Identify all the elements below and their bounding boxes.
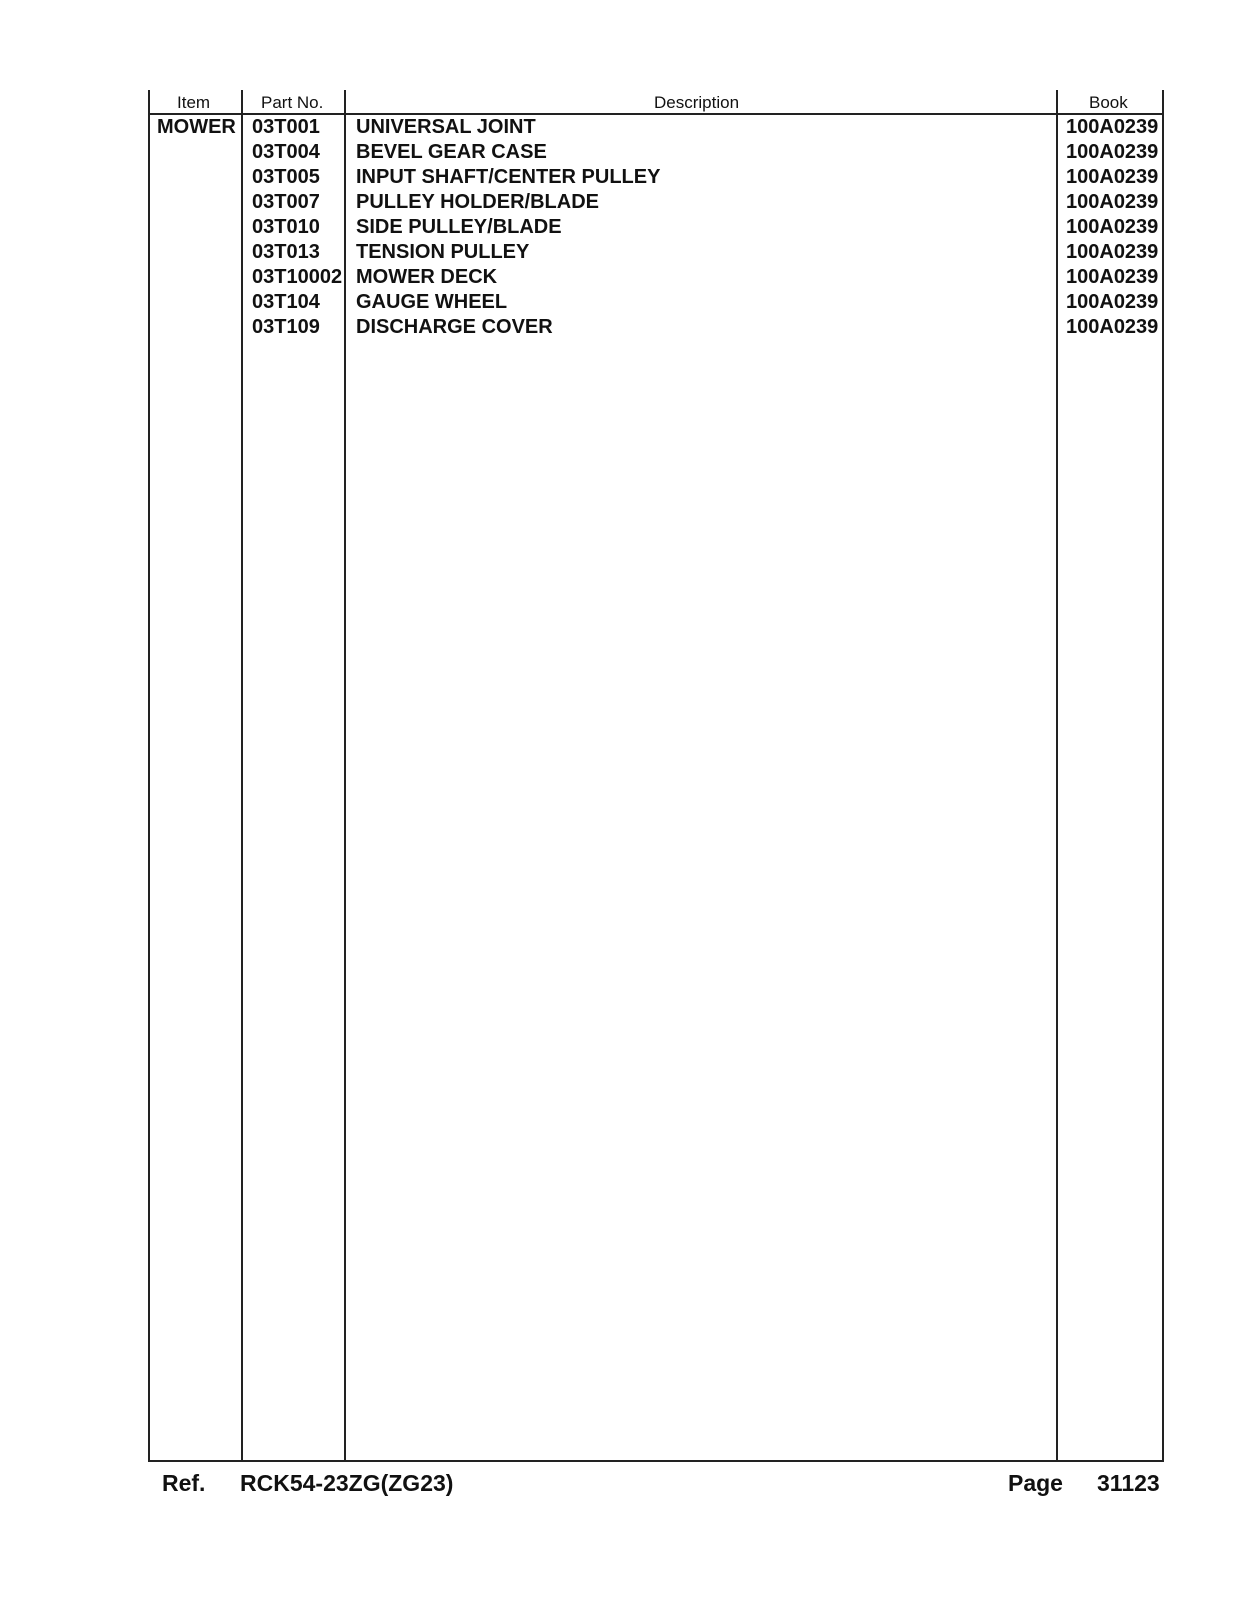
table-row	[0, 265, 1236, 290]
table-bottom-line	[148, 1460, 1164, 1462]
book-cell: 100A0239	[1066, 266, 1159, 288]
part-number-cell: 03T104	[252, 291, 320, 313]
book-cell: 100A0239	[1066, 291, 1159, 313]
table-row	[0, 190, 1236, 215]
table-row	[0, 140, 1236, 165]
table-row	[0, 115, 1236, 140]
table-row	[0, 240, 1236, 265]
table-row	[0, 215, 1236, 240]
book-cell: 100A0239	[1066, 116, 1159, 138]
footer-page-label: Page	[1008, 1470, 1063, 1496]
header-part-no: Part No.	[261, 93, 324, 112]
book-cell: 100A0239	[1066, 166, 1159, 188]
description-cell: GAUGE WHEEL	[356, 291, 508, 313]
part-number-cell: 03T001	[252, 116, 320, 138]
description-cell: SIDE PULLEY/BLADE	[356, 216, 562, 238]
description-cell: DISCHARGE COVER	[356, 316, 553, 338]
footer-ref-label: Ref.	[162, 1470, 206, 1496]
book-cell: 100A0239	[1066, 191, 1159, 213]
part-number-cell: 03T010	[252, 216, 320, 238]
item-cell: MOWER	[157, 116, 236, 138]
table-row	[0, 290, 1236, 315]
description-cell: BEVEL GEAR CASE	[356, 141, 547, 163]
part-number-cell: 03T004	[252, 141, 320, 163]
header-book: Book	[1089, 93, 1128, 112]
description-cell: INPUT SHAFT/CENTER PULLEY	[356, 166, 661, 188]
header-item: Item	[177, 93, 211, 112]
part-number-cell: 03T013	[252, 241, 320, 263]
description-cell: PULLEY HOLDER/BLADE	[356, 191, 599, 213]
table-row	[0, 315, 1236, 340]
table-row	[0, 165, 1236, 190]
book-cell: 100A0239	[1066, 241, 1159, 263]
footer-ref-value: RCK54-23ZG(ZG23)	[240, 1470, 454, 1496]
book-cell: 100A0239	[1066, 141, 1159, 163]
description-cell: MOWER DECK	[356, 266, 498, 288]
part-number-cell: 03T005	[252, 166, 320, 188]
part-number-cell: 03T10002	[252, 266, 343, 288]
book-cell: 100A0239	[1066, 216, 1159, 238]
footer-page-number: 31123	[1097, 1470, 1160, 1496]
part-number-cell: 03T007	[252, 191, 320, 213]
part-number-cell: 03T109	[252, 316, 320, 338]
header-description: Description	[654, 93, 740, 112]
description-cell: UNIVERSAL JOINT	[356, 116, 536, 138]
description-cell: TENSION PULLEY	[356, 241, 530, 263]
book-cell: 100A0239	[1066, 316, 1159, 338]
